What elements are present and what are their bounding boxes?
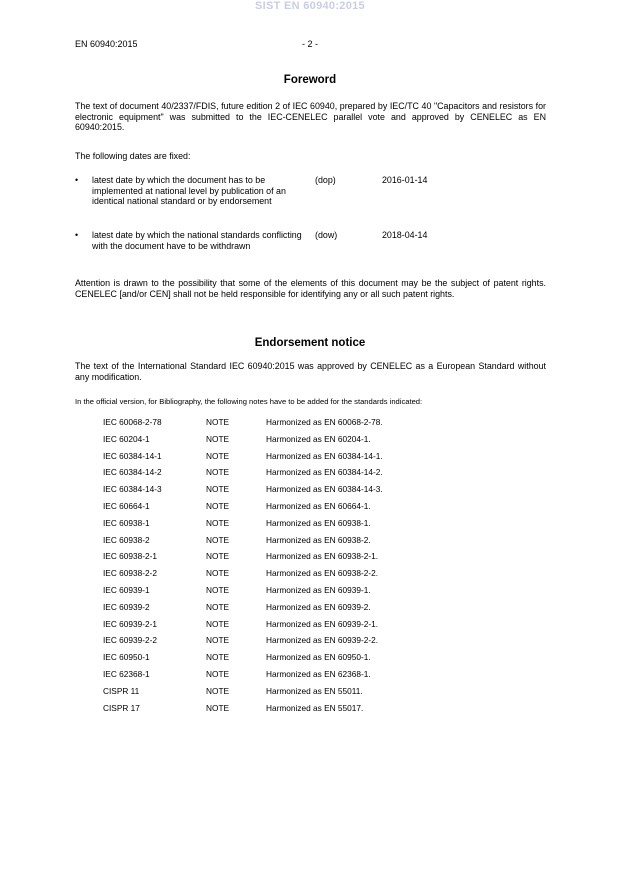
- note-label: NOTE: [206, 500, 230, 511]
- note-label: NOTE: [206, 534, 230, 545]
- note-label: NOTE: [206, 517, 230, 528]
- note-harmonized: Harmonized as EN 60384-14-3.: [266, 484, 383, 495]
- note-harmonized: Harmonized as EN 60384-14-1.: [266, 450, 383, 461]
- note-standard: IEC 60384-14-1: [103, 450, 162, 461]
- note-standard: IEC 60664-1: [103, 500, 150, 511]
- note-standard: IEC 60939-2-2: [103, 635, 157, 646]
- page-number: - 2 -: [301, 39, 318, 49]
- bullet: •: [75, 230, 79, 240]
- note-label: NOTE: [206, 702, 230, 713]
- note-label: NOTE: [206, 668, 230, 679]
- note-label: NOTE: [206, 685, 230, 696]
- note-standard: IEC 60939-1: [103, 584, 150, 595]
- note-standard: IEC 60204-1: [103, 433, 150, 444]
- note-standard: IEC 60384-14-2: [103, 467, 162, 478]
- note-standard: CISPR 11: [103, 685, 140, 696]
- note-harmonized: Harmonized as EN 60068-2-78.: [266, 417, 383, 427]
- note-harmonized: Harmonized as EN 60664-1.: [266, 500, 371, 511]
- note-harmonized: Harmonized as EN 60939-2.: [266, 601, 371, 612]
- date-value: 2018-04-14: [382, 230, 428, 240]
- note-label: NOTE: [206, 450, 230, 461]
- note-label: NOTE: [206, 635, 230, 646]
- note-standard: IEC 60938-2-2: [103, 568, 157, 579]
- note-standard: IEC 60938-1: [103, 517, 150, 528]
- watermark: SIST EN 60940:2015: [255, 0, 365, 12]
- note-label: NOTE: [206, 467, 230, 478]
- note-standard: CISPR 17: [103, 702, 140, 713]
- note-harmonized: Harmonized as EN 60939-1.: [266, 584, 371, 595]
- note-label: NOTE: [206, 568, 230, 579]
- date-description: latest date by which the document has to be implemented at national level by publication of an identical national standard or by endorsement: [92, 175, 286, 206]
- note-harmonized: Harmonized as EN 55011.: [266, 685, 363, 696]
- note-label: NOTE: [206, 551, 230, 562]
- date-abbreviation: (dow): [315, 230, 338, 240]
- date-description: latest date by which the national standards conflicting with the document have to be withdrawn: [92, 230, 302, 251]
- dates-intro: The following dates are fixed:: [75, 151, 191, 161]
- foreword-title: Foreword: [283, 74, 337, 86]
- bullet: •: [75, 175, 79, 185]
- note-standard: IEC 60384-14-3: [103, 484, 162, 495]
- endorsement-title: Endorsement notice: [254, 337, 366, 349]
- note-harmonized: Harmonized as EN 60950-1.: [266, 652, 371, 663]
- note-label: NOTE: [206, 601, 230, 612]
- note-label: NOTE: [206, 417, 230, 427]
- note-standard: IEC 62368-1: [103, 668, 150, 679]
- note-label: NOTE: [206, 484, 230, 495]
- note-harmonized: Harmonized as EN 60204-1.: [266, 433, 371, 444]
- note-standard: IEC 60938-2-1: [103, 551, 157, 562]
- note-standard: IEC 60939-2: [103, 601, 150, 612]
- note-harmonized: Harmonized as EN 55017.: [266, 702, 364, 713]
- date-value: 2016-01-14: [382, 175, 428, 185]
- note-standard: IEC 60950-1: [103, 652, 150, 663]
- bibliography-intro: In the official version, for Bibliography, the following notes have to be added for the standards indicated:: [75, 397, 423, 406]
- note-label: NOTE: [206, 618, 230, 629]
- note-harmonized: Harmonized as EN 60938-1.: [266, 517, 371, 528]
- foreword-intro: The text of document 40/2337/FDIS, future edition 2 of IEC 60940, prepared by IEC/TC 40 "Capacitors and resistors for electronic equipment" was submitted to the IEC-CENELEC parallel vote and approved by CENELEC as EN 60940:2015.: [75, 101, 546, 132]
- note-label: NOTE: [206, 584, 230, 595]
- endorsement-text: The text of the International Standard IEC 60940:2015 was approved by CENELEC as a European Standard without any modification.: [75, 361, 546, 382]
- note-harmonized: Harmonized as EN 60938-2.: [266, 534, 371, 545]
- note-standard: IEC 60938-2: [103, 534, 150, 545]
- note-harmonized: Harmonized as EN 60938-2-2.: [266, 568, 379, 579]
- note-harmonized: Harmonized as EN 60939-2-2.: [266, 635, 379, 646]
- note-harmonized: Harmonized as EN 60939-2-1.: [266, 618, 379, 629]
- note-label: NOTE: [206, 652, 230, 663]
- note-label: NOTE: [206, 433, 230, 444]
- note-standard: IEC 60068-2-78: [103, 417, 162, 427]
- note-harmonized: Harmonized as EN 60384-14-2.: [266, 467, 383, 478]
- note-harmonized: Harmonized as EN 60938-2-1.: [266, 551, 379, 562]
- patent-attention: Attention is drawn to the possibility that some of the elements of this document may be the subject of patent rights. CENELEC [and/or CEN] shall not be held responsible for identifying any or all such patent rights.: [75, 278, 546, 299]
- note-standard: IEC 60939-2-1: [103, 618, 157, 629]
- header-doc-id: EN 60940:2015: [75, 39, 138, 49]
- date-abbreviation: (dop): [315, 175, 336, 185]
- note-harmonized: Harmonized as EN 62368-1.: [266, 668, 371, 679]
